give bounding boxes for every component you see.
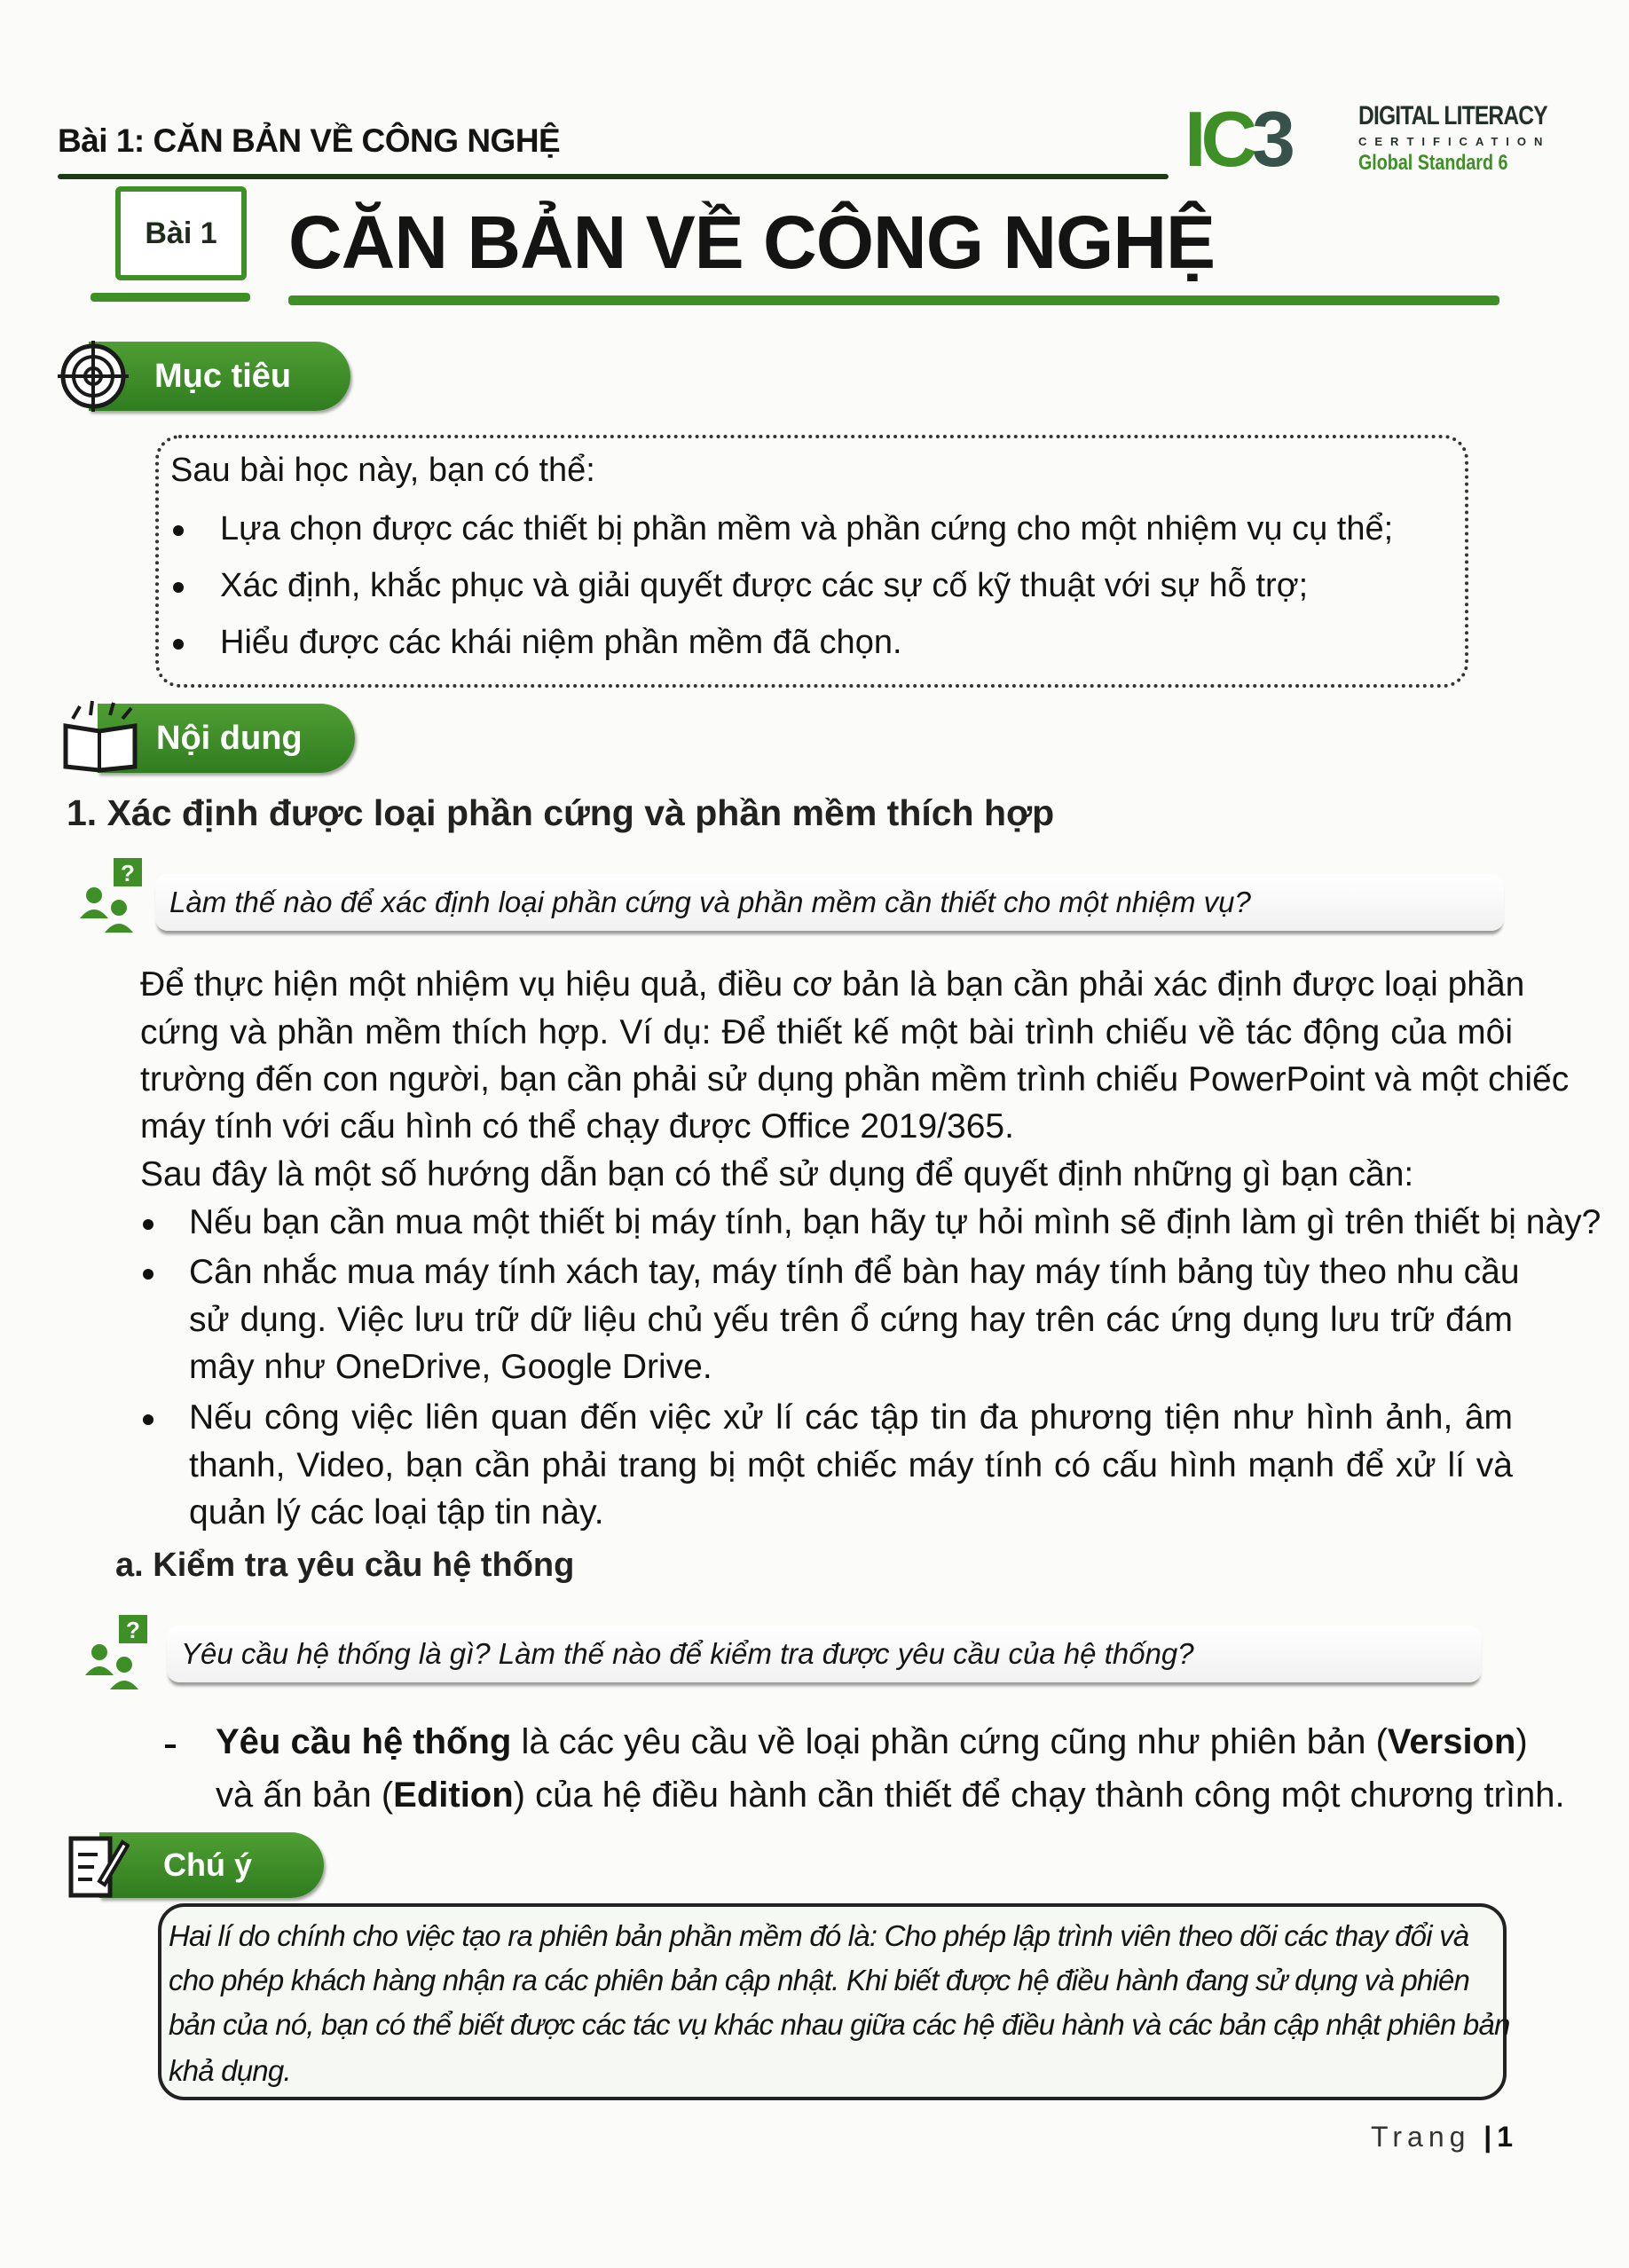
bullet [143,1219,153,1230]
title-underline [288,295,1499,305]
bullet [143,1414,153,1425]
paragraph-line: máy tính với cấu hình có thể chạy được Office 2019/365. [140,1107,1014,1146]
note-label-text: Chú ý [163,1847,253,1883]
lesson-badge-text: Bài 1 [145,216,217,250]
monitor-stand-decoration [90,293,250,302]
guide-item: thanh, Video, bạn cần phải trang bị một chiếc máy tính có cấu hình mạnh để xử lí và [189,1446,1513,1484]
objectives-intro: Sau bài học này, bạn có thể: [170,452,595,489]
note-pencil-icon [67,1830,130,1901]
guide-item: quản lý các loại tập tin này. [189,1493,604,1532]
guide-item: Nếu công việc liên quan đến việc xử lí các tập tin đa phương tiện như hình ảnh, âm [189,1398,1513,1437]
guide-item: mây như OneDrive, Google Drive. [189,1348,712,1386]
page-number: 1 [1497,2121,1519,2153]
question-people-icon [73,856,149,936]
section-heading: 1. Xác định được loại phần cứng và phần mềm thích hợp [67,792,1055,833]
content-label-text: Nội dung [156,719,303,757]
header-divider [58,174,1169,179]
guide-item: Nếu bạn cần mua một thiết bị máy tính, bạn hãy tự hỏi mình sẽ định làm gì trên thiết bị này? [189,1203,1601,1241]
definition-text: là các yêu cầu về loại phần cứng cũng như phiên bản ( [511,1722,1388,1761]
bullet [173,639,184,650]
target-icon [58,341,129,412]
ic3-logo: IC3 DIGITAL LITERACY CERTIFICATION Global Standard 6 [1184,95,1551,183]
objective-item: Lựa chọn được các thiết bị phần mềm và phần cứng cho một nhiệm vụ cụ thể; [220,510,1394,547]
bullet [143,1269,153,1280]
objective-item: Hiểu được các khái niệm phần mềm đã chọn. [220,624,902,661]
paragraph-line: Để thực hiện một nhiệm vụ hiệu quả, điều cơ bản là bạn cần phải xác định được loại phần [140,965,1525,1004]
guide-intro: Sau đây là một số hướng dẫn bạn có thể sử dụng để quyết định những gì bạn cần: [140,1155,1414,1193]
definition-line [216,1718,1528,1766]
definition-text: và ấn bản ( [216,1776,394,1815]
bullet [173,525,184,536]
bullet [173,582,184,593]
svg-text:?: ? [121,860,135,886]
note-line: cho phép khách hàng nhận ra các phiên bản cập nhật. Khi biết được hệ điều hành đang sử dụng và phiên [169,1964,1470,1996]
definition-term: Yêu cầu hệ thống [216,1722,512,1761]
question-people-icon [78,1613,154,1693]
version-term: Version [1387,1722,1516,1761]
question-bar: Yêu cầu hệ thống là gì? Làm thế nào để kiểm tra được yêu cầu của hệ thống? [167,1626,1482,1682]
objectives-label-text: Mục tiêu [154,357,292,395]
dash-marker [165,1744,176,1748]
open-book-icon [60,699,140,774]
note-line: bản của nó, bạn có thể biết được các tác vụ khác nhau giữa các hệ điều hành và các bản cập nhật phiên bản [169,2008,1510,2041]
question-bar: Làm thế nào để xác định loại phần cứng và phần mềm cần thiết cho một nhiệm vụ? [155,874,1504,931]
definition-text: ) của hệ điều hành cần thiết để chạy thành công một chương trình. [513,1776,1565,1815]
lesson-badge [115,186,247,280]
running-header: Bài 1: CĂN BẢN VỀ CÔNG NGHỆ [58,122,561,159]
objective-item: Xác định, khắc phục và giải quyết được các sự cố kỹ thuật với sự hỗ trợ; [220,567,1309,604]
guide-item: sử dụng. Việc lưu trữ dữ liệu chủ yếu trên ổ cứng hay trên các ứng dụng lưu trữ đám [189,1301,1513,1339]
paragraph-line: trường đến con người, bạn cần phải sử dụng phần mềm trình chiếu PowerPoint và một chiếc [140,1060,1570,1099]
subsection-heading: a. Kiểm tra yêu cầu hệ thống [115,1547,575,1584]
guide-item: Cân nhắc mua máy tính xách tay, máy tính để bàn hay máy tính bảng tùy theo nhu cầu [189,1253,1520,1291]
svg-text:?: ? [126,1617,140,1643]
page-label: Trang [1371,2121,1471,2153]
page-footer: Trang |1 [1371,2121,1519,2153]
definition-line [216,1771,1565,1819]
lesson-title: CĂN BẢN VỀ CÔNG NGHỆ [288,201,1216,284]
edition-term: Edition [393,1776,514,1815]
note-label [99,1832,324,1898]
definition-text: ) [1515,1722,1528,1761]
paragraph-line: cứng và phần mềm thích hợp. Ví dụ: Để thiết kế một bài trình chiếu về tác động của môi [140,1013,1513,1051]
note-line: khả dụng. [169,2054,291,2087]
note-line: Hai lí do chính cho việc tạo ra phiên bản phần mềm đó là: Cho phép lập trình viên theo dõi các thay đổi và [169,1919,1469,1952]
